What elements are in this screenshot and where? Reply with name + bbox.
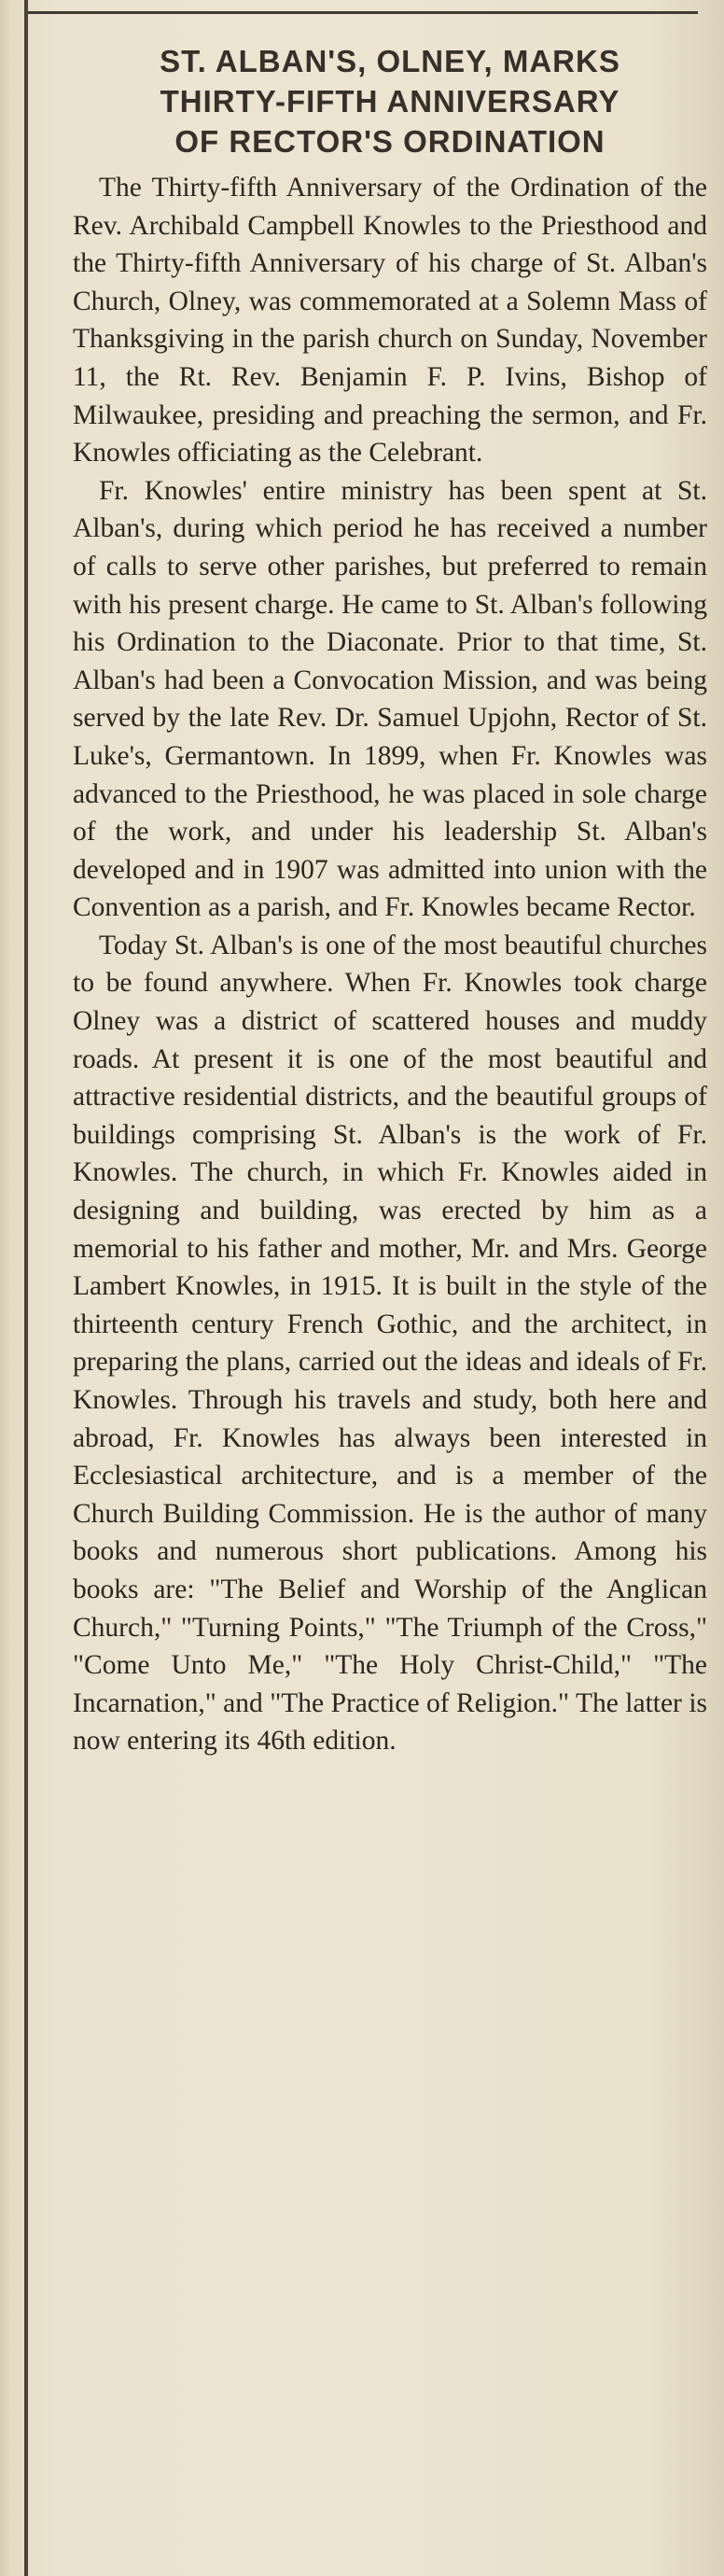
top-column-rule [26, 0, 698, 14]
left-column-rule [24, 0, 28, 2576]
article-paragraph-2: Fr. Knowles' entire ministry has been spent at St. Alban's, during which period he has received a number of calls to serve other parishes, but preferred to remain with his present charge. He came to St. Alban's following his Ordination to the Diaconate. Prior to that time, St. Alban's had been a Convocation Mission, and was being served by the late Rev. Dr. Samuel Upjohn, Rector of St. Luke's, Germantown. In 1899, when Fr. Knowles was advanced to the Priesthood, he was placed in sole charge of the work, and under his leadership St. Alban's developed and in 1907 was admitted into union with the Convention as a parish, and Fr. Knowles became Rector. [73, 475, 707, 923]
headline-line-3: OF RECTOR'S ORDINATION [174, 124, 606, 159]
article [73, 41, 707, 1760]
headline-line-1: ST. ALBAN'S, OLNEY, MARKS [160, 44, 620, 78]
article-paragraph-3: Today St. Alban's is one of the most beautiful churches to be found anywhere. When Fr. Knowles took charge Olney was a district of scattered houses and muddy roads. At present it is one of the most beautiful and attractive residential districts, and the beautiful groups of buildings comprising St. Alban's is the work of Fr. Knowles. The church, in which Fr. Knowles aided in designing and building, was erected by him as a memorial to his father and mother, Mr. and Mrs. George Lambert Knowles, in 1915. It is built in the style of the thirteenth century French Gothic, and the architect, in preparing the plans, carried out the ideas and ideals of Fr. Knowles. Through his travels and study, both here and abroad, Fr. Knowles has always been interested in Ecclesiastical architecture, and is a member of the Church Building Commission. He is the author of many books and numerous short publications. Among his books are: "The Belief and Worship of the Anglican Church," "Turning Points," "The Triumph of the Cross," "Come Unto Me," "The Holy Christ-Child," "The Incarnation," and "The Practice of Religion." The latter is now entering its 46th edition. [73, 930, 707, 1757]
article-paragraph-1: The Thirty-fifth Anniversary of the Ordination of the Rev. Archibald Campbell Knowles to the Priesthood and the Thirty-fifth Anniversary of his charge of St. Alban's Church, Olney, was commemorated at a Solemn Mass of Thanksgiving in the parish church on Sunday, November 11, the Rt. Rev. Benjamin F. P. Ivins, Bishop of Milwaukee, presiding and preaching the sermon, and Fr. Knowles officiating as the Celebrant. [73, 173, 707, 469]
headline-line-2: THIRTY-FIFTH ANNIVERSARY [160, 84, 620, 119]
article-headline [73, 41, 707, 161]
